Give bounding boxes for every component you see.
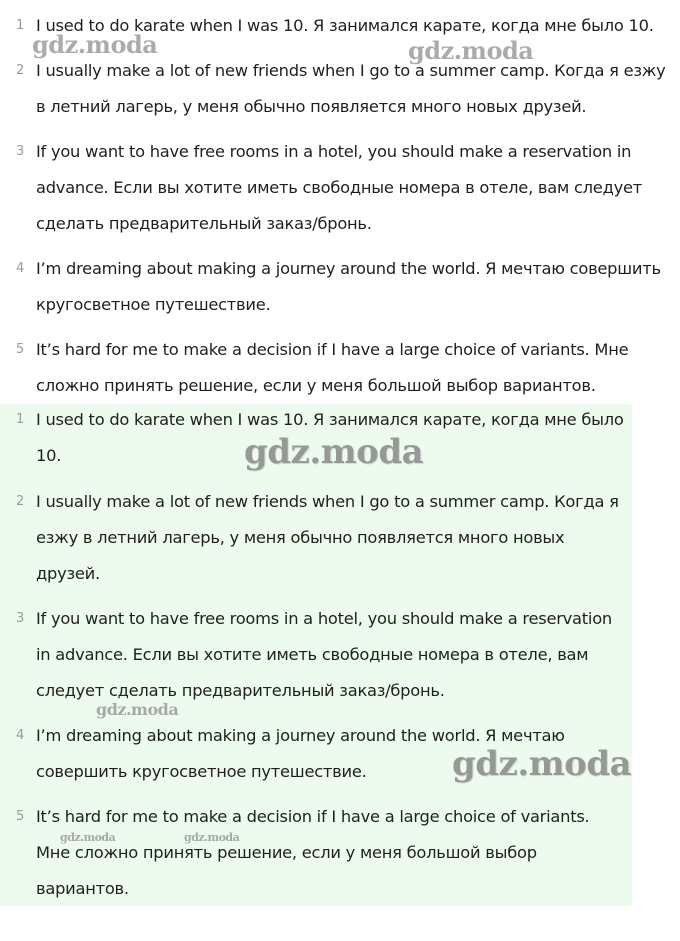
item-text: It’s hard for me to make a decision if I have a large choice of variants. Мне сложно принять решение, если у меня большой выбор вариантов. xyxy=(36,807,590,898)
item-number: 4 xyxy=(16,728,25,743)
item-number: 1 xyxy=(16,18,25,33)
item-text: If you want to have free rooms in a hotel, you should make a reservation in advance. Если вы хотите иметь свободные номера в отеле, вам следует сделать предварительный заказ/бронь. xyxy=(36,142,642,233)
item-number: 2 xyxy=(16,494,25,509)
item-text: I’m dreaming about making a journey around the world. Я мечтаю совершить кругосветное путешествие. xyxy=(36,726,565,781)
watermark: gdz.moda xyxy=(96,700,179,719)
watermark: gdz.moda xyxy=(244,432,424,472)
item-number: 4 xyxy=(16,261,25,276)
item-text: If you want to have free rooms in a hotel, you should make a reservation in advance. Если вы хотите иметь свободные номера в отеле, вам следует сделать предварительный заказ/бронь. xyxy=(36,609,612,700)
item-text: I usually make a lot of new friends when I go to a summer camp. Когда я езжу в летний лагерь, у меня обычно появляется много новых друзей. xyxy=(36,492,619,583)
watermark: gdz.moda xyxy=(452,744,632,784)
item-text: It’s hard for me to make a decision if I have a large choice of variants. Мне сложно принять решение, если у меня большой выбор вариантов. xyxy=(36,340,629,395)
watermark: gdz.moda xyxy=(32,30,158,59)
answer-list-top xyxy=(0,0,680,404)
item-number: 5 xyxy=(16,342,25,357)
item-text: I usually make a lot of new friends when I go to a summer camp. Когда я езжу в летний лагерь, у меня обычно появляется много новых друзей. xyxy=(36,61,666,116)
item-text: I used to do karate when I was 10. Я занимался карате, когда мне было 10. xyxy=(36,16,654,35)
item-number: 5 xyxy=(16,809,25,824)
item-number: 1 xyxy=(16,412,25,427)
item-number: 3 xyxy=(16,144,25,159)
watermark: gdz.moda xyxy=(408,36,534,65)
item-text: I’m dreaming about making a journey around the world. Я мечтаю совершить кругосветное путешествие. xyxy=(36,259,661,314)
item-number: 2 xyxy=(16,63,25,78)
watermark: gdz.moda xyxy=(184,831,240,844)
item-number: 3 xyxy=(16,611,25,626)
item-text: I used to do karate when I was 10. Я занимался карате, когда мне было 10. xyxy=(36,410,624,465)
watermark: gdz.moda xyxy=(60,831,116,844)
